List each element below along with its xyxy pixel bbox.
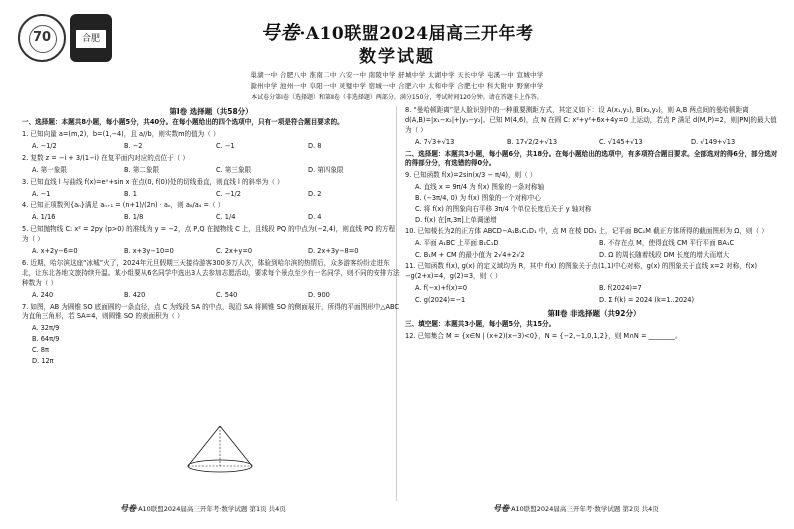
option: B. 不存在点 M，使得直线 CM 平行平面 BA₁C bbox=[599, 238, 735, 247]
part2-title: 第Ⅱ卷 非选择题（共92分） bbox=[547, 309, 641, 319]
option: B. 64π/9 bbox=[32, 335, 60, 344]
option: C. 2x+y=0 bbox=[216, 247, 253, 256]
question-8: 8. “曼哈顿距离”是人脸识别中的一种重要测距方式，其定义如下：设 A(x₁,y₁), B(x₂,y₂)，则 A,B 两点间的曼哈顿距离 d(A,B)=|x₁−x₂|+|y₁−y₂|。已知 M(4,6)，点 N 在圆 C: x²+y²+6x+4y=0 上运动，若点 P 满足 d(M,P)=2，则|PN|的最大值为（ ） bbox=[405, 106, 777, 134]
option: B. 17√2/2+√13 bbox=[507, 137, 558, 146]
option: C. B₁M + CM 的最小值为 2√4+2√2 bbox=[415, 250, 525, 259]
right-column bbox=[405, 106, 783, 344]
question-4: 4. 已知正项数列{aₙ}满足 aₙ₊₁ = (n+1)/(2n) · aₙ，则 a₆/a₄ =（ ） bbox=[22, 201, 225, 210]
question-11-options-ab bbox=[415, 284, 783, 294]
section2-heading: 二、选择题：本题共3小题，每小题6分，共18分。在每小题给出的选项中，有多项符合题目要求。全部选对的得6分，部分选对的得部分分，有选错的得0分。 bbox=[405, 149, 778, 168]
option: C. 8π bbox=[32, 346, 49, 355]
option: D. Ω 的周长随着线段 DM 长度的增大而增大 bbox=[599, 250, 730, 259]
option: B. −2 bbox=[124, 142, 143, 151]
option: D. 900 bbox=[308, 290, 330, 299]
question-6: 6. 近期，哈尔滨这座“冰城”火了，2024年元旦假期三天接待游客300多万人次，体验到哈尔滨的热情后，众多游客纷纷走进东北，让东北各地文旅持续升温。某小组要从6名同学中选出3人去参加志愿活动，要求每个景点至少有一名同学，则不同的安排方法种数为（ ） bbox=[22, 258, 400, 287]
section1-heading: 一、选择题：本题共8小题，每小题5分，共40分。在每小题给出的四个选项中，只有一项是符合题目要求的。 bbox=[22, 118, 344, 127]
option: C. √145+√13 bbox=[599, 137, 643, 146]
footer-brand: 号卷 bbox=[493, 504, 509, 513]
subject-title: 数学试题 bbox=[359, 47, 435, 67]
question-2-options bbox=[32, 166, 400, 176]
footer-left bbox=[120, 503, 286, 514]
option: D. 2x+3y−8=0 bbox=[308, 247, 359, 256]
question-3-options bbox=[32, 190, 400, 200]
footer-page-info: ·A10联盟2024届高三开年考·数学试题 第1页 共4页 bbox=[136, 505, 286, 513]
question-7: 7. 如图，AB 为圆锥 SO 底面圆的一条直径，点 C 为线段 SA 的中点，现沿 SA 将圆锥 SO 的侧面展开，所得的平面图形中△ABC 为直角三角形，若 SA=4，则圆锥 SO 的表面积为（ ） bbox=[22, 302, 399, 321]
option: D. 2 bbox=[308, 189, 322, 198]
option: B. 1 bbox=[124, 189, 137, 198]
question-9: 9. 已知函数 f(x)=2sin(x/3 − π/4)，则（ ） bbox=[405, 171, 537, 180]
section3-heading: 三、填空题：本题共3小题，每小题5分，共15分。 bbox=[405, 320, 556, 329]
option: A. 第一象限 bbox=[32, 165, 67, 174]
school-seal-logo: 70 bbox=[18, 14, 66, 62]
option: C. g(2024)=−1 bbox=[415, 296, 466, 305]
option: A. −1 bbox=[32, 189, 51, 198]
option: A. 240 bbox=[32, 290, 54, 299]
option: B. 第二象限 bbox=[124, 165, 160, 174]
question-5: 5. 已知抛物线 C: x² = 2py (p>0) 的准线为 y = −2，点 P,Q 在抛物线 C 上，且线段 PQ 的中点为(−2,4)，则直线 PQ 的方程为（ ） bbox=[22, 225, 396, 244]
option: C. −1/2 bbox=[216, 189, 241, 198]
exam-instructions: 本试卷分第Ⅰ卷（选择题）和第Ⅱ卷（非选择题）两部分。满分150分，考试时间120分钟。请在答题卡上作答。 bbox=[251, 94, 543, 101]
option: D. 第四象限 bbox=[308, 165, 344, 174]
option: D. 4 bbox=[308, 213, 322, 222]
option: B. (−3π/4, 0) 为 f(x) 图象的一个对称中心 bbox=[415, 194, 541, 203]
option: C. 将 f(x) 的图象向右平移 3π/4 个单位长度后关于 y 轴对称 bbox=[415, 205, 592, 214]
option: D. Σ f(k) = 2024 (k=1..2024) bbox=[599, 296, 695, 305]
part1-title: 第Ⅰ卷 选择题（共58分） bbox=[169, 107, 253, 116]
option: D. f(x) 在[π,3π]上单调递增 bbox=[415, 215, 497, 224]
option: A. 直线 x = 9π/4 为 f(x) 图象的一条对称轴 bbox=[415, 183, 545, 192]
question-1-options bbox=[32, 142, 400, 152]
cone-figure bbox=[180, 424, 260, 474]
question-11-options-cd bbox=[415, 296, 783, 306]
option: A. −1/2 bbox=[32, 142, 57, 151]
option: B. x+3y−10=0 bbox=[124, 247, 174, 256]
option: A. f(−x)+f(x)=0 bbox=[415, 284, 468, 293]
option: A. 32π/9 bbox=[32, 324, 60, 333]
exam-title-text: ·A10联盟2024届高三开年考 bbox=[299, 24, 534, 44]
option: D. 8 bbox=[308, 142, 322, 151]
option: A. x+2y−6=0 bbox=[32, 247, 78, 256]
option: A. 平面 A₁BC 上平面 B₁C₁D bbox=[415, 238, 499, 247]
option: C. 第三象限 bbox=[216, 165, 252, 174]
option: B. f(2024)=7 bbox=[599, 284, 642, 293]
left-column bbox=[22, 106, 400, 368]
question-2: 2. 复数 z = −i + 3/(1−i) 在复平面内对应的点位于（ ） bbox=[22, 153, 189, 162]
option: D. √149+√13 bbox=[691, 137, 736, 146]
question-1: 1. 已知向量 a=(m,2)，b=(1,−4)，且 a//b，则实数m的值为（ ） bbox=[22, 130, 220, 139]
question-4-options bbox=[32, 213, 400, 223]
question-3: 3. 已知直线 l 与曲线 f(x)=eˣ+sin x 在点(0, f(0))处的切线垂直，则直线 l 的斜率为（ ） bbox=[22, 177, 284, 186]
question-10-options-cd bbox=[415, 251, 783, 261]
footer-page-info: ·A10联盟2024届高三开年考·数学试题 第2页 共4页 bbox=[509, 505, 659, 513]
option: C. −1 bbox=[216, 142, 235, 151]
question-12: 12. 已知集合 M = {x∈N | (x+2)(x−3)<0}，N = {−2,−1,0,1,2}，则 M∩N = ________。 bbox=[405, 332, 682, 341]
question-11: 11. 已知函数 f(x), g(x) 的定义域均为 R，其中 f(x) 的图象关于点(1,1)中心对称，g(x) 的图象关于直线 x=2 对称，f(x)−g(2+x)=4，g(2)=3，则（ ） bbox=[405, 262, 758, 281]
question-10-options-ab bbox=[415, 239, 783, 249]
school-list-1: 巢湖一中 合肥八中 淮南二中 六安一中 南陵中学 舒城中学 太湖中学 天长中学 屯溪一中 宣城中学 bbox=[250, 71, 544, 79]
option: B. 1/8 bbox=[124, 213, 144, 222]
option: D. 12π bbox=[32, 356, 54, 365]
question-6-options bbox=[32, 291, 400, 301]
header-logos bbox=[18, 12, 110, 66]
option: A. 7√3+√13 bbox=[415, 137, 455, 146]
exam-title bbox=[160, 18, 634, 45]
option: B. 420 bbox=[124, 290, 146, 299]
footer-brand: 号卷 bbox=[120, 504, 136, 513]
school-emblem-logo: 合肥 bbox=[70, 14, 112, 62]
option: C. 1/4 bbox=[216, 213, 236, 222]
option: A. 1/16 bbox=[32, 213, 56, 222]
brand-name: 号卷 bbox=[260, 22, 300, 44]
footer-right bbox=[493, 503, 659, 514]
school-list-2: 滁州中学 池州一中 阜阳一中 灵璧中学 宿城一中 合肥六中 太和中学 合肥七中 科大附中 野寨中学 bbox=[250, 82, 544, 90]
question-5-options bbox=[32, 247, 400, 257]
question-10: 10. 已知棱长为2的正方体 ABCD−A₁B₁C₁D₁ 中，点 M 在棱 DD₁ 上，记平面 BC₁M 截正方体所得的截面图形为 Ω，则（ ） bbox=[405, 226, 768, 235]
option: C. 540 bbox=[216, 290, 238, 299]
question-8-options bbox=[415, 138, 783, 148]
